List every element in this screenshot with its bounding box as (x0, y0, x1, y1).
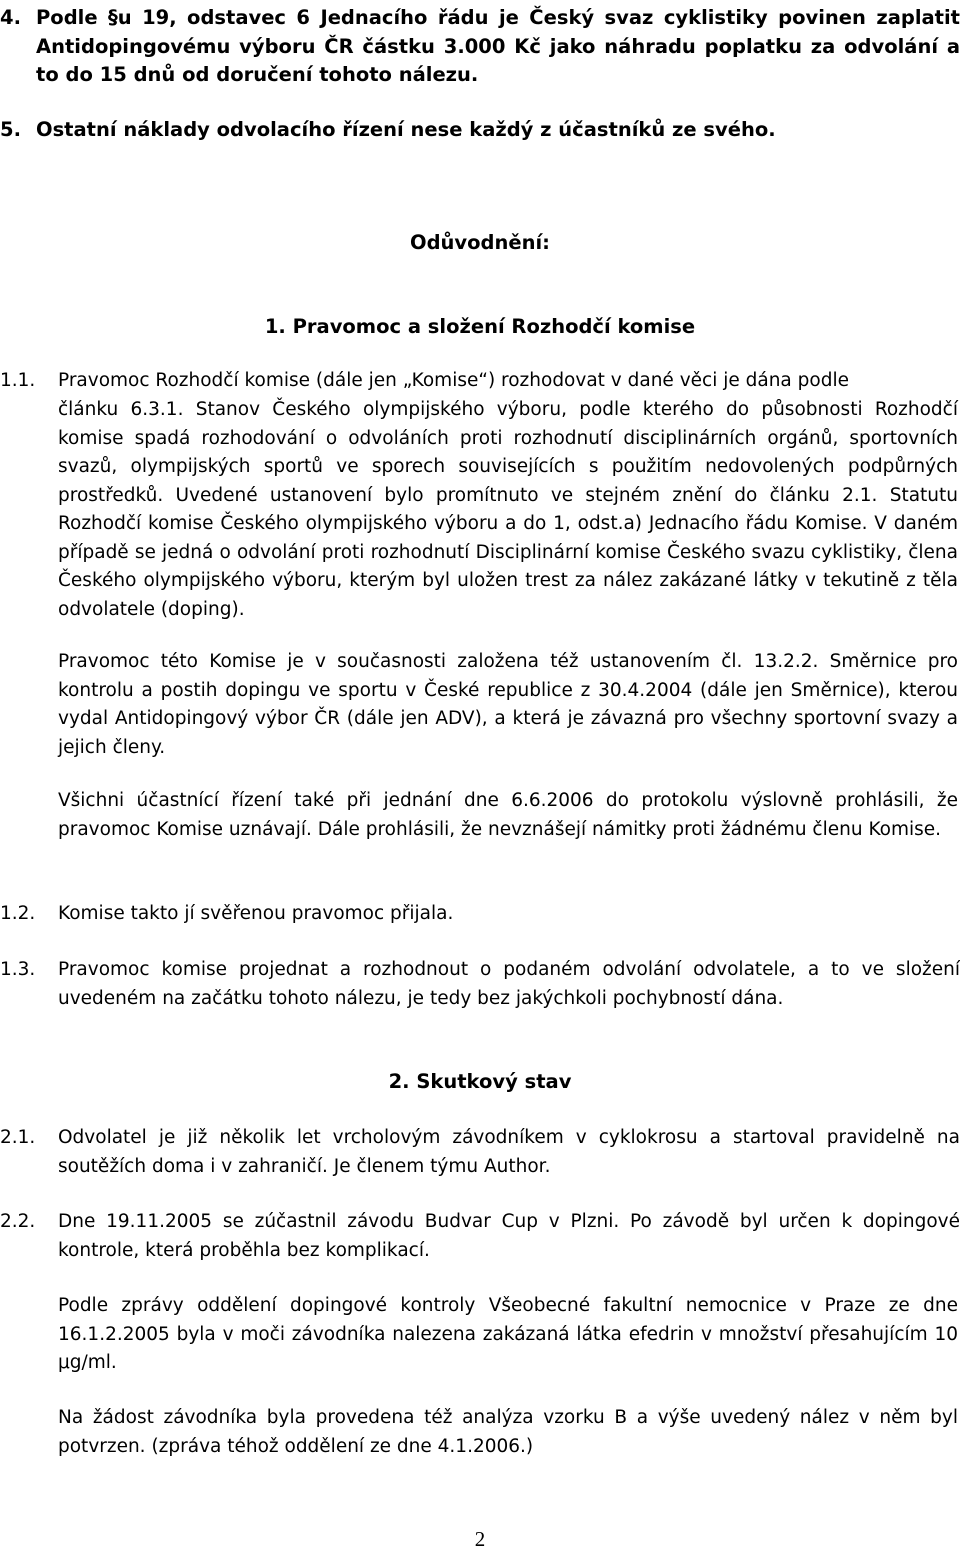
paragraph-1-3 (0, 956, 960, 1013)
item-number: 4. (0, 6, 21, 29)
item-text: Podle §u 19, odstavec 6 Jednacího řádu je Český svaz cyklistiky povinen zaplatit Antidopingovému výboru ČR částku 3.000 Kč jako náhradu poplatku za odvolání a to do 15 dnů od doručení tohoto nálezu. (36, 6, 960, 86)
paragraph-number: 2.2. (0, 1211, 36, 1232)
item-number: 5. (0, 118, 21, 141)
paragraph-text: Podle zprávy oddělení dopingové kontroly Všeobecné fakultní nemocnice v Praze ze dne 16.1.2.2005 byla v moči závodníka nalezena zakázaná látka efedrin v množství přesahujícím 10 μg/ml. (58, 1295, 958, 1373)
list-item (0, 116, 960, 145)
paragraph-text: článku 6.3.1. Stanov Českého olympijského výboru, podle kterého do působnosti Rozhodčí komise spadá rozhodování o odvoláních proti rozhodnutí disciplinárních orgánů, sportovních svazů, olympijských sportů ve sporech souvisejících s použitím nedovolených podpůrných prostředků. Uvedené ustanovení bylo promítnuto ve stejném znění do článku 2.1. Statutu Rozhodčí komise Českého olympijského výboru a do 1, odst.a) Jednacího řádu Komise. V daném případě se jedná o odvolání proti rozhodnutí Disciplinární komise Českého svazu cyklistiky, člena Českého olympijského výboru, kterým byl uložen trest za nález zakázané látky v tekutině z těla odvolatele (doping). (58, 399, 958, 620)
paragraph-1-1 (0, 367, 960, 396)
section-title: 1. Pravomoc a složení Rozhodčí komise (264, 315, 696, 338)
paragraph-text: Na žádost závodníka byla provedena též analýza vzorku B a výše uvedený nález v něm byl potvrzen. (zpráva téhož oddělení ze dne 4.1.2006.) (58, 1407, 958, 1457)
item-text: Ostatní náklady odvolacího řízení nese každý z účastníků ze svého. (36, 118, 776, 141)
paragraph-text: Komise takto jí svěřenou pravomoc přijala. (58, 903, 454, 924)
paragraph-2-1 (0, 1124, 960, 1181)
paragraph-text: Pravomoc komise projednat a rozhodnout o podaném odvolání odvolatele, a to ve složení uvedeném na začátku tohoto nálezu, je tedy bez jakýchkoli pochybností dána. (58, 959, 960, 1009)
paragraph-text: Odvolatel je již několik let vrcholovým závodníkem v cyklokrosu a startoval pravidelně na soutěžích doma i v zahraničí. Je členem týmu Author. (58, 1127, 960, 1177)
paragraph-text: Pravomoc Rozhodčí komise (dále jen „Komise“) rozhodovat v dané věci je dána podle (58, 370, 849, 391)
section-heading: Odůvodnění: (410, 231, 550, 254)
paragraph-text: Pravomoc této Komise je v současnosti založena též ustanovením čl. 13.2.2. Směrnice pro kontrolu a postih dopingu ve sportu v České republice z 30.4.2004 (dále jen Směrnice), kterou vydal Antidopingový výbor ČR (dále jen ADV), a která je závazná pro všechny sportovní svazy a jejich členy. (58, 651, 958, 758)
paragraph-number: 1.2. (0, 903, 36, 924)
paragraph-text: Všichni účastnící řízení také při jednání dne 6.6.2006 do protokolu výslovně prohlásili, že pravomoc Komise uznávají. Dále prohlásili, že nevznášejí námitky proti žádnému členu Komise. (58, 790, 958, 840)
page-number: 2 (474, 1527, 486, 1551)
paragraph-2-2 (0, 1208, 960, 1265)
paragraph-number: 1.1. (0, 370, 36, 391)
list-item (0, 4, 960, 90)
section-title: 2. Skutkový stav (388, 1070, 572, 1093)
paragraph-text: Dne 19.11.2005 se zúčastnil závodu Budvar Cup v Plzni. Po závodě byl určen k dopingové kontrole, která proběhla bez komplikací. (58, 1211, 960, 1261)
paragraph-number: 1.3. (0, 959, 36, 980)
paragraph-1-2 (0, 900, 960, 929)
paragraph-number: 2.1. (0, 1127, 36, 1148)
